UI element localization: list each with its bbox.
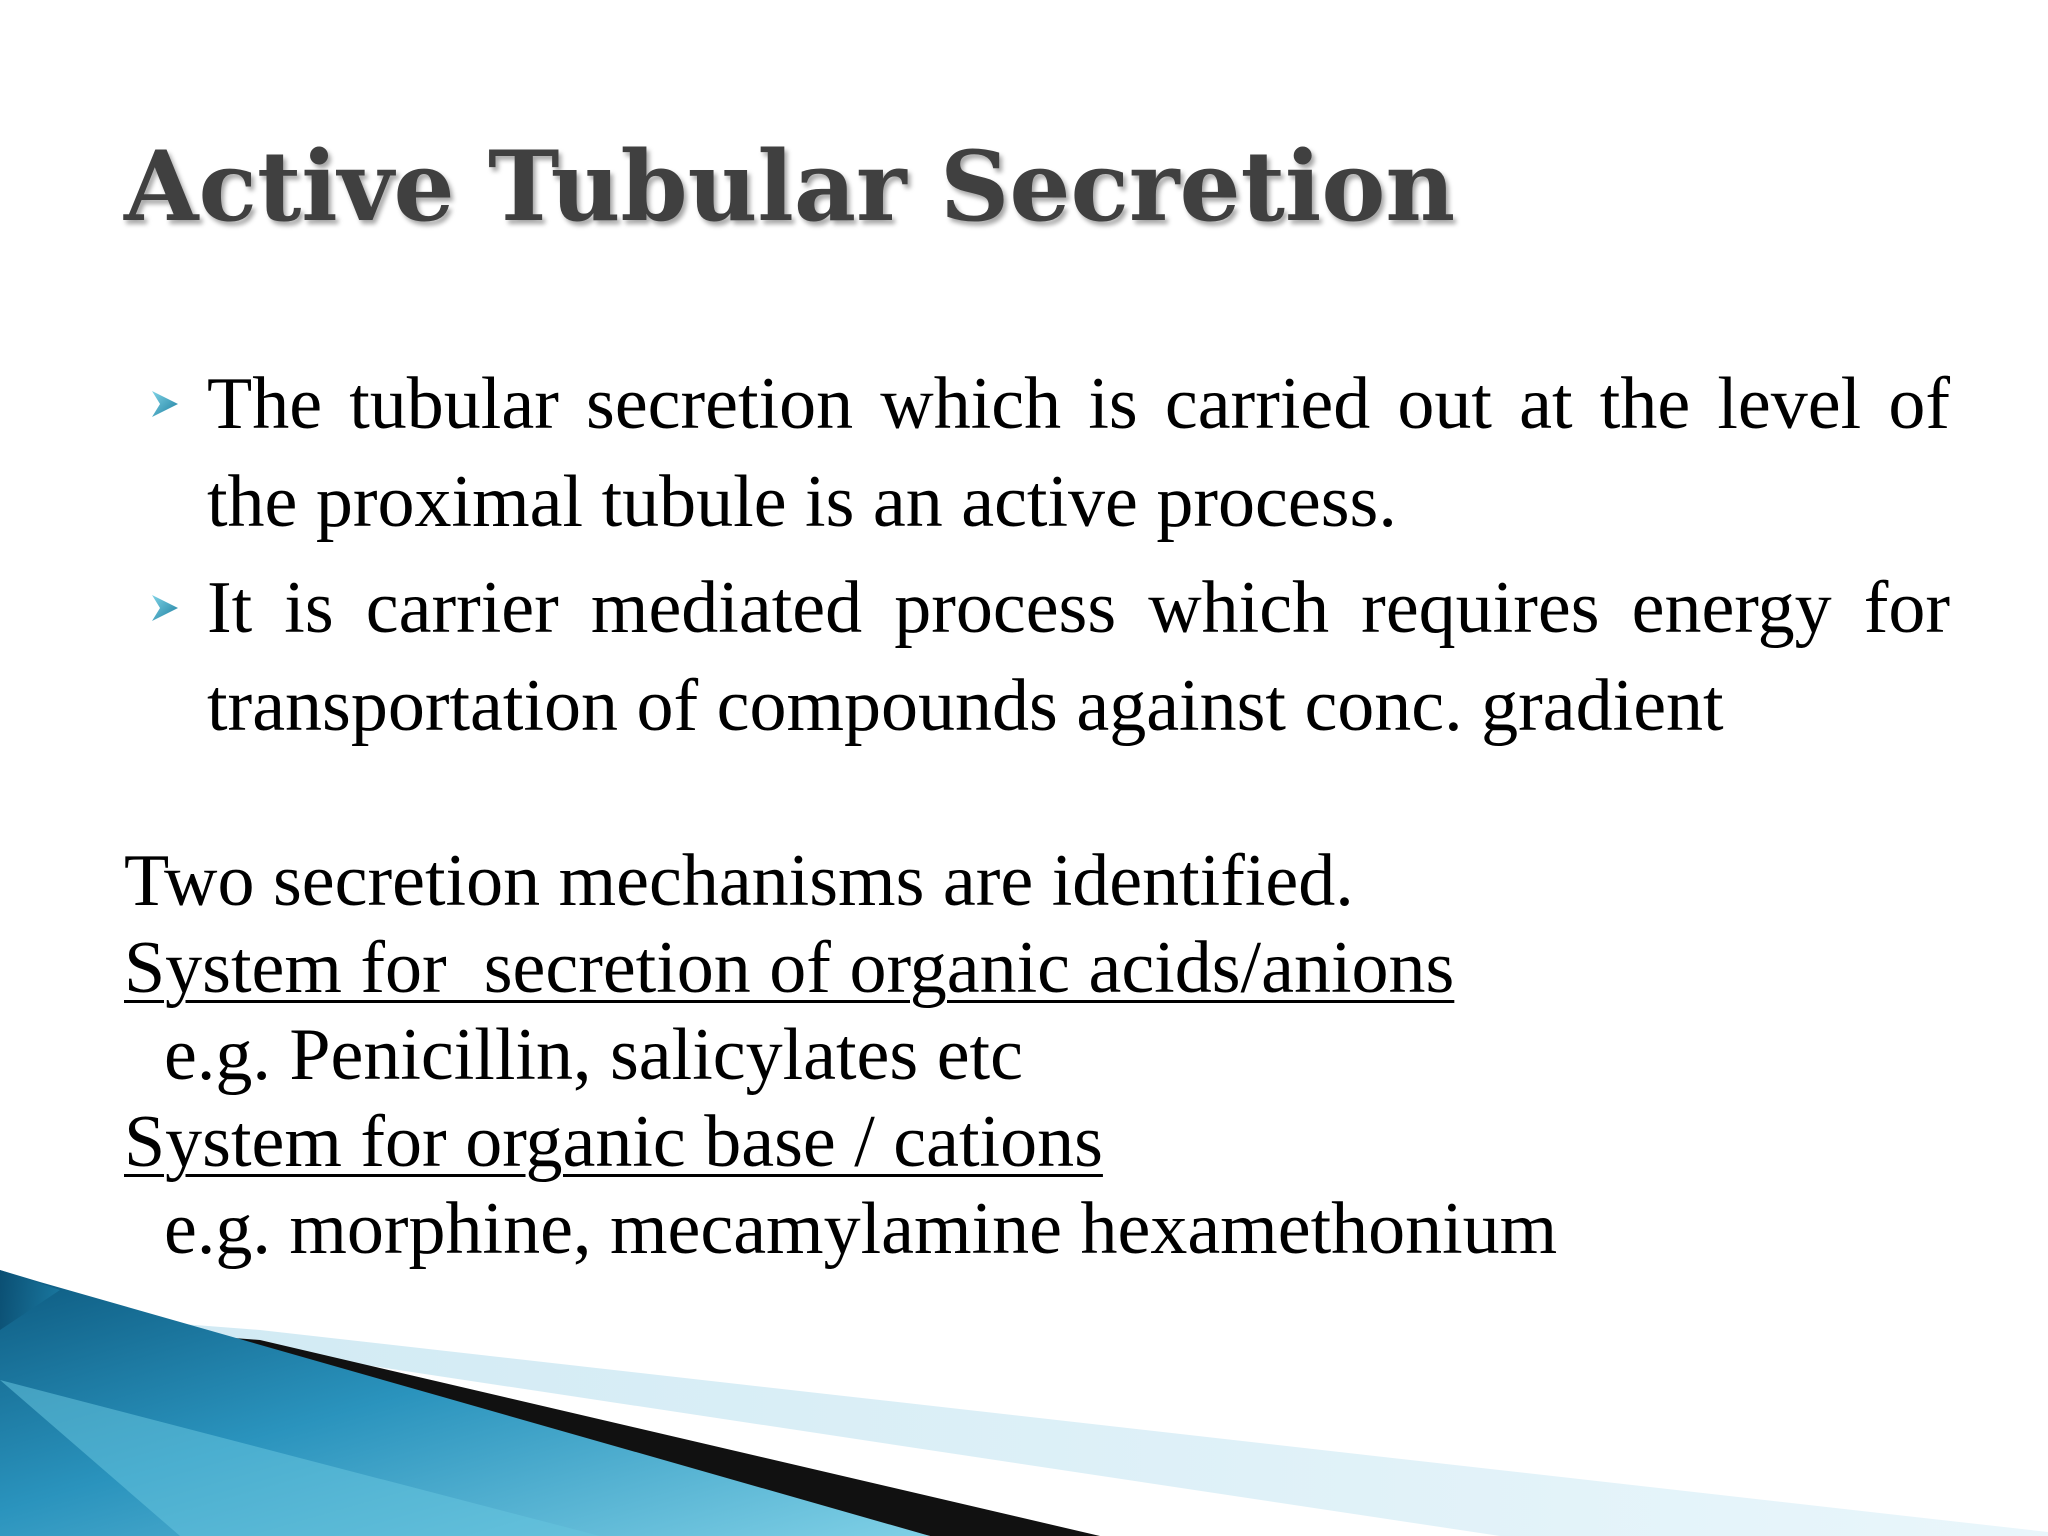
bullet-item xyxy=(150,355,1950,551)
system-example: e.g. morphine, mecamylamine hexamethonium xyxy=(164,1188,1558,1270)
decorative-swoosh xyxy=(0,1270,2048,1536)
system-heading: System for secretion of organic acids/anions xyxy=(124,927,1455,1009)
bullet-list xyxy=(150,355,1950,763)
intro-line: Two secretion mechanisms are identified. xyxy=(124,840,1354,922)
arrow-bullet-icon xyxy=(150,389,180,419)
bullet-text: It is carrier mediated process which requires energy for transportation of compounds against conc. gradient xyxy=(207,567,1950,747)
system-example: e.g. Penicillin, salicylates etc xyxy=(164,1014,1023,1096)
arrow-bullet-icon xyxy=(150,593,180,623)
body-text xyxy=(124,838,1954,1273)
system-heading: System for organic base / cations xyxy=(124,1101,1103,1183)
slide-title: Active Tubular Secretion xyxy=(124,130,1456,243)
bullet-item xyxy=(150,559,1950,755)
bullet-text: The tubular secretion which is carried out at the level of the proximal tubule is an active process. xyxy=(207,363,1950,543)
